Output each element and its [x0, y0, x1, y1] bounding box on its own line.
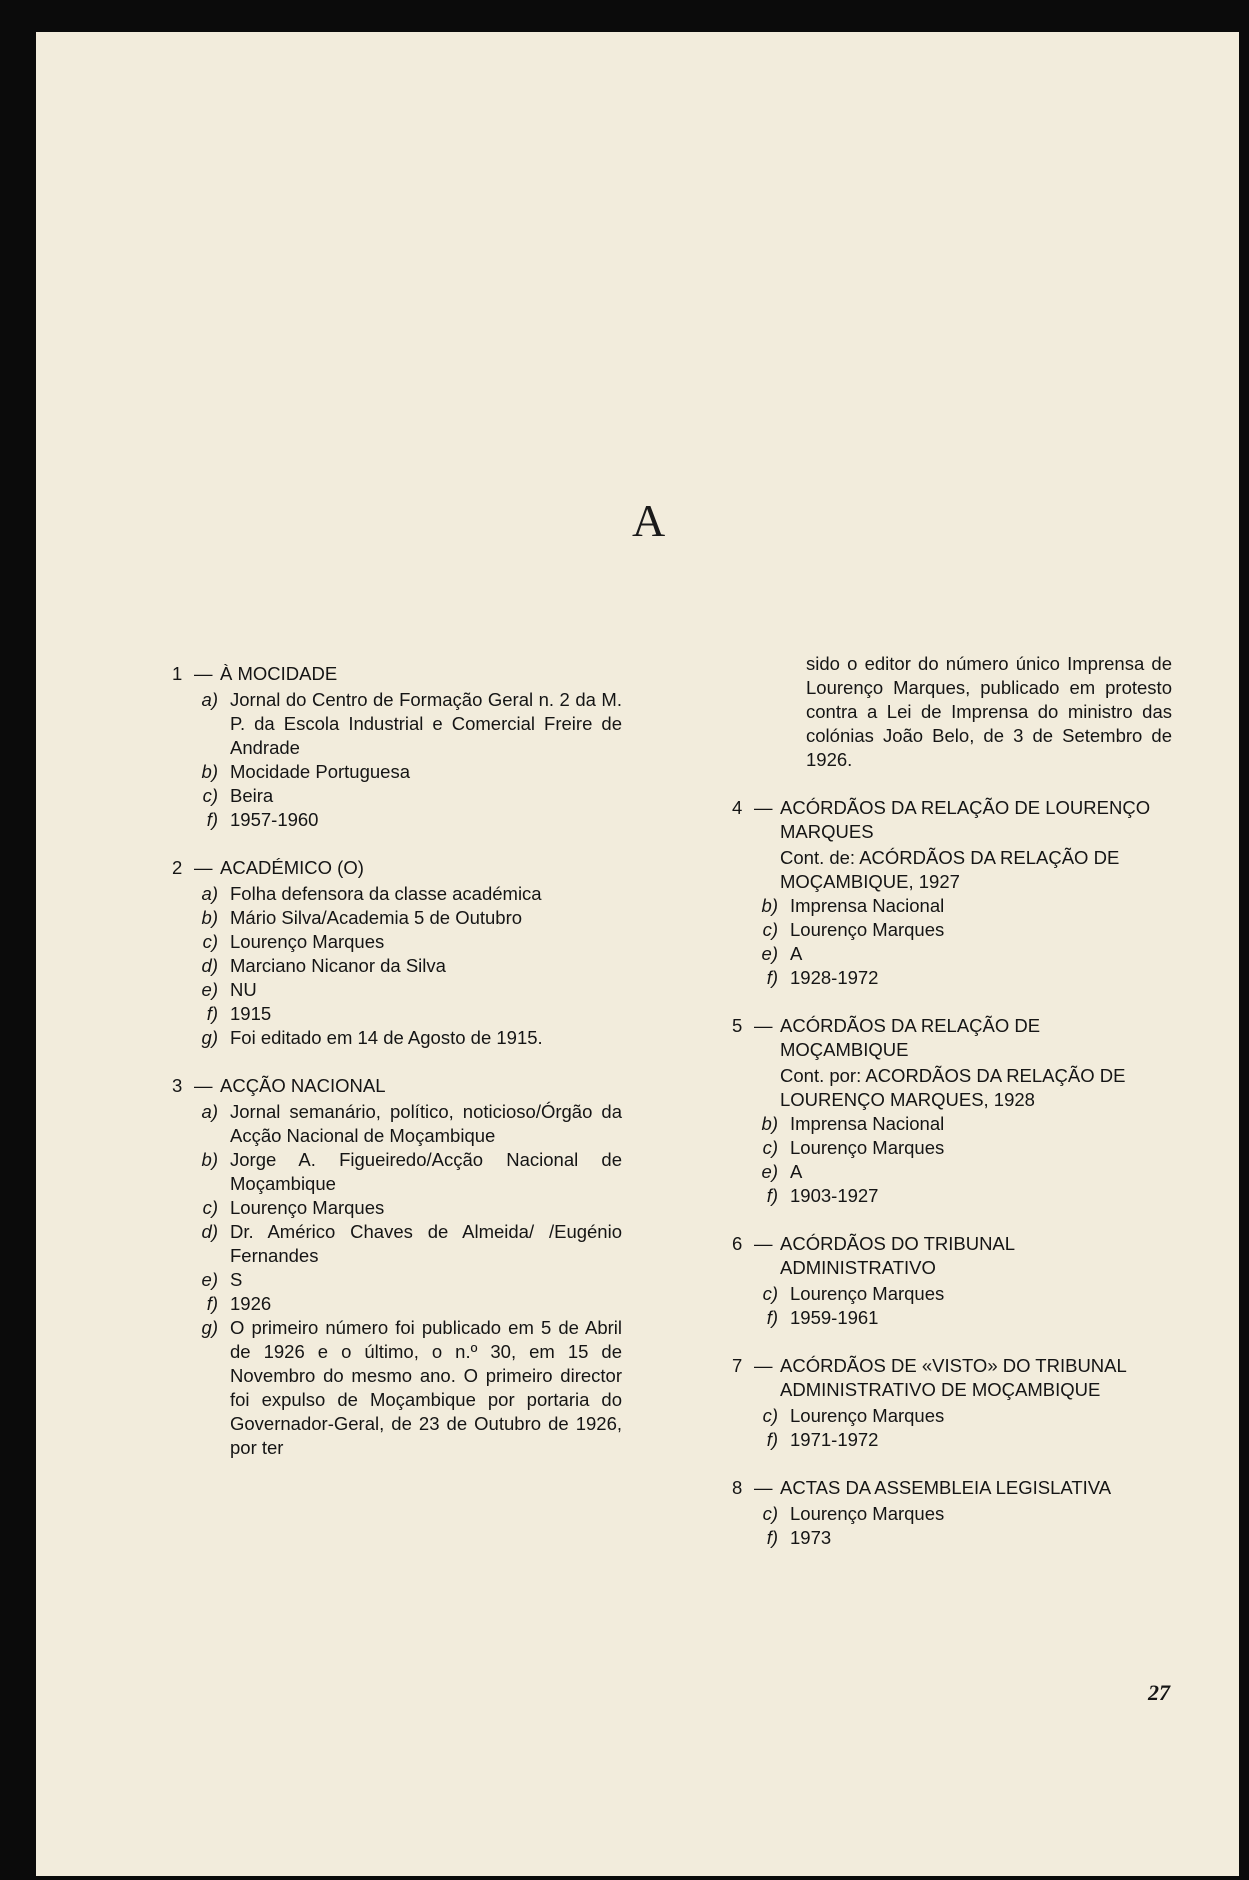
entry-field	[732, 1428, 1172, 1452]
field-value: 1973	[790, 1527, 832, 1548]
entry-field	[172, 978, 622, 1002]
entry-field	[172, 1002, 622, 1026]
entry-heading	[732, 1014, 1172, 1062]
entry-field	[732, 1526, 1172, 1550]
catalog-entry	[732, 1014, 1172, 1208]
entry-field	[172, 906, 622, 930]
field-value: 1928-1972	[790, 967, 879, 988]
field-value: Lourenço Marques	[790, 1405, 945, 1426]
entry-dash: —	[754, 1355, 773, 1376]
entry-title: ACÓRDÃOS DE «VISTO» DO TRIBUNAL ADMINISTRATIVO DE MOÇAMBIQUE	[780, 1355, 1127, 1400]
continuation-note: Cont. por: ACORDÃOS DA RELAÇÃO DE LOURENÇO MARQUES, 1928	[780, 1065, 1126, 1110]
continuation-note: Cont. de: ACÓRDÃOS DA RELAÇÃO DE MOÇAMBIQUE, 1927	[780, 847, 1120, 892]
entry-dash: —	[754, 1233, 773, 1254]
entry-field	[732, 942, 1172, 966]
field-value: Foi editado em 14 de Agosto de 1915.	[230, 1027, 543, 1048]
field-value: O primeiro número foi publicado em 5 de Abril de 1926 e o último, o n.º 30, em 15 de Novembro do mesmo ano. O primeiro director foi expulso de Moçambique por portaria do Governador-Geral, de 23 de Outubro de 1926, por ter	[230, 1317, 622, 1458]
field-label: a)	[201, 1101, 218, 1122]
entry-field	[732, 1112, 1172, 1136]
field-value: 1903-1927	[790, 1185, 879, 1206]
catalog-entry	[732, 796, 1172, 990]
field-label: b)	[761, 895, 778, 916]
field-value: 1915	[230, 1003, 272, 1024]
field-label: e)	[201, 979, 218, 1000]
entry-heading	[732, 796, 1172, 844]
entry-field	[732, 1160, 1172, 1184]
entry-field	[172, 1148, 622, 1196]
entry-number: 5	[732, 1015, 743, 1036]
entry-heading	[172, 856, 622, 880]
entry-title: ACÓRDÃOS DA RELAÇÃO DE LOURENÇO MARQUES	[780, 797, 1151, 842]
entry-field	[172, 1292, 622, 1316]
field-label: e)	[761, 943, 778, 964]
field-value: Lourenço Marques	[790, 1503, 945, 1524]
field-label: b)	[201, 907, 218, 928]
field-value: Imprensa Nacional	[790, 895, 945, 916]
field-value: Dr. Américo Chaves de Almeida/ /Eugénio Fernandes	[230, 1221, 622, 1266]
entry-heading	[732, 1232, 1172, 1280]
field-value: A	[790, 943, 803, 964]
entry-title: À MOCIDADE	[220, 663, 338, 684]
entry-heading	[172, 1074, 622, 1098]
field-value: Mário Silva/Academia 5 de Outubro	[230, 907, 523, 928]
field-value: 1971-1972	[790, 1429, 879, 1450]
field-value: Mocidade Portuguesa	[230, 761, 410, 782]
entry-field	[172, 1026, 622, 1050]
entry-field	[172, 1268, 622, 1292]
entry-title: ACTAS DA ASSEMBLEIA LEGISLATIVA	[780, 1477, 1112, 1498]
continued-paragraph: sido o editor do número único Imprensa de Lourenço Marques, publicado em protesto contra a Lei de Imprensa do ministro das colónias João Belo, de 3 de Setembro de 1926.	[806, 653, 1172, 770]
section-letter: A	[632, 495, 666, 546]
entry-field	[172, 930, 622, 954]
field-label: a)	[201, 883, 218, 904]
field-label: c)	[202, 785, 218, 806]
entry-number: 2	[172, 857, 183, 878]
entry-title: ACÓRDÃOS DO TRIBUNAL ADMINISTRATIVO	[780, 1233, 1015, 1278]
field-value: Lourenço Marques	[790, 1137, 945, 1158]
field-value: 1926	[230, 1293, 272, 1314]
field-value: 1959-1961	[790, 1307, 879, 1328]
entry-field	[732, 1136, 1172, 1160]
field-label: b)	[761, 1113, 778, 1134]
page-number: 27	[1148, 1680, 1170, 1705]
entry-field	[172, 1100, 622, 1148]
field-value: Jornal do Centro de Formação Geral n. 2 da M. P. da Escola Industrial e Comercial Freire de Andrade	[230, 689, 622, 758]
field-label: g)	[201, 1317, 218, 1338]
field-label: e)	[201, 1269, 218, 1290]
field-label: f)	[206, 1293, 218, 1314]
field-value: Lourenço Marques	[790, 919, 945, 940]
entry-title: ACADÉMICO (O)	[220, 857, 364, 878]
entry-field	[172, 1316, 622, 1460]
field-label: f)	[766, 1185, 778, 1206]
field-value: Imprensa Nacional	[790, 1113, 945, 1134]
entry-field	[172, 1220, 622, 1268]
entry-field	[172, 882, 622, 906]
field-value: Beira	[230, 785, 274, 806]
field-label: b)	[201, 761, 218, 782]
field-label: c)	[202, 931, 218, 952]
entry-dash: —	[754, 1015, 773, 1036]
entry-field	[172, 760, 622, 784]
entry-field	[172, 954, 622, 978]
field-label: f)	[206, 1003, 218, 1024]
field-label: f)	[766, 1527, 778, 1548]
entry-field	[732, 1502, 1172, 1526]
field-label: d)	[201, 1221, 218, 1242]
field-value: 1957-1960	[230, 809, 319, 830]
left-column	[172, 662, 622, 1484]
entry-number: 4	[732, 797, 743, 818]
entry-number: 1	[172, 663, 183, 684]
entry-field	[732, 918, 1172, 942]
field-label: c)	[202, 1197, 218, 1218]
entry-dash: —	[194, 663, 213, 684]
field-value: Folha defensora da classe académica	[230, 883, 542, 904]
field-label: c)	[762, 1137, 778, 1158]
catalog-entry	[172, 856, 622, 1050]
entry-field	[732, 966, 1172, 990]
entry-title: ACÇÃO NACIONAL	[220, 1075, 386, 1096]
entry-field	[732, 1282, 1172, 1306]
right-column	[732, 652, 1172, 1574]
field-label: f)	[206, 809, 218, 830]
entry-dash: —	[194, 857, 213, 878]
field-label: c)	[762, 1503, 778, 1524]
entry-title: ACÓRDÃOS DA RELAÇÃO DE MOÇAMBIQUE	[780, 1015, 1041, 1060]
field-value: A	[790, 1161, 803, 1182]
entry-number: 8	[732, 1477, 743, 1498]
catalog-entry	[732, 1476, 1172, 1550]
entry-dash: —	[194, 1075, 213, 1096]
entry-heading	[732, 1354, 1172, 1402]
catalog-entry	[732, 1232, 1172, 1330]
field-label: d)	[201, 955, 218, 976]
field-label: f)	[766, 1429, 778, 1450]
field-label: c)	[762, 919, 778, 940]
field-value: Jorge A. Figueiredo/Acção Nacional de Moçambique	[230, 1149, 622, 1194]
entry-dash: —	[754, 1477, 773, 1498]
field-value: Lourenço Marques	[230, 931, 385, 952]
entry-field	[172, 784, 622, 808]
entry-heading	[732, 1476, 1172, 1500]
entry-field	[172, 1196, 622, 1220]
entry-number: 6	[732, 1233, 743, 1254]
field-label: b)	[201, 1149, 218, 1170]
entry-field	[172, 808, 622, 832]
field-label: e)	[761, 1161, 778, 1182]
entry-field	[732, 894, 1172, 918]
entry-number: 7	[732, 1355, 743, 1376]
field-label: c)	[762, 1405, 778, 1426]
field-value: Lourenço Marques	[790, 1283, 945, 1304]
entry-field	[172, 688, 622, 760]
catalog-entry	[732, 1354, 1172, 1452]
field-label: a)	[201, 689, 218, 710]
field-label: f)	[766, 1307, 778, 1328]
entry-field	[732, 1184, 1172, 1208]
field-value: NU	[230, 979, 257, 1000]
entry-number: 3	[172, 1075, 183, 1096]
entry-dash: —	[754, 797, 773, 818]
entry-heading	[172, 662, 622, 686]
entry-field	[732, 1404, 1172, 1428]
field-value: Lourenço Marques	[230, 1197, 385, 1218]
field-value: S	[230, 1269, 243, 1290]
field-label: g)	[201, 1027, 218, 1048]
book-page	[36, 32, 1239, 1876]
catalog-entry	[172, 662, 622, 832]
entry-field	[732, 1306, 1172, 1330]
field-label: c)	[762, 1283, 778, 1304]
field-label: f)	[766, 967, 778, 988]
field-value: Marciano Nicanor da Silva	[230, 955, 446, 976]
field-value: Jornal semanário, político, noticioso/Órgão da Acção Nacional de Moçambique	[230, 1101, 622, 1146]
catalog-entry	[172, 1074, 622, 1460]
